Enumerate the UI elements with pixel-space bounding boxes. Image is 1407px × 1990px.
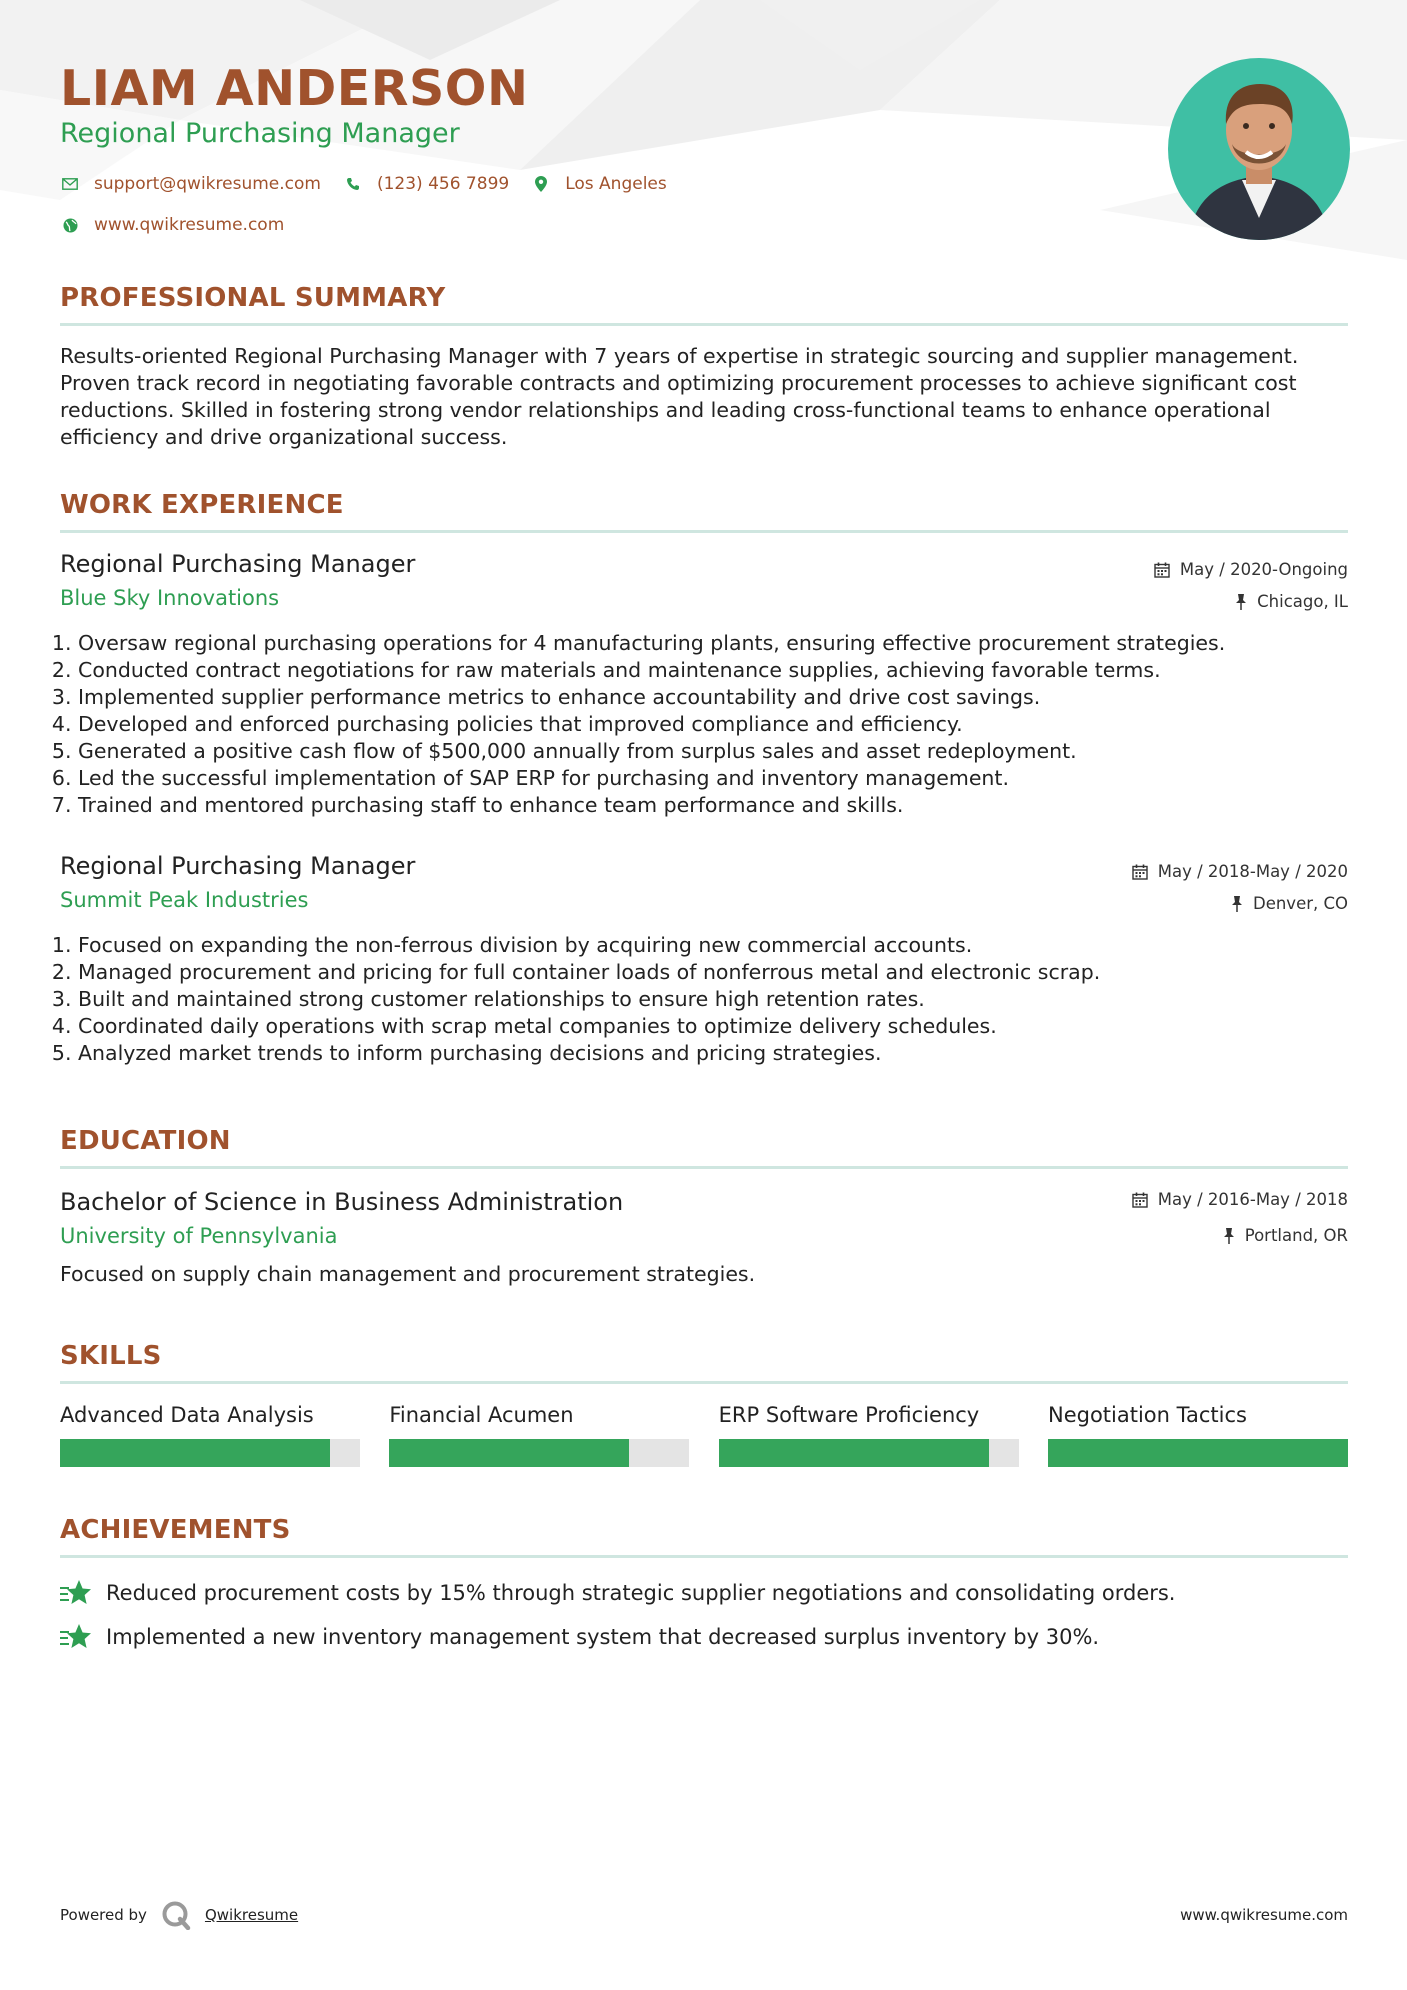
summary-text: Results-oriented Regional Purchasing Manager with 7 years of expertise in strategic sourcing and supplier management. Proven track record in negotiating favorable contracts and optimizing procurement processes to achieve significant cost reductions. Skilled in fostering strong vendor relationships and leading cross-functional teams to enhance operational efficiency and drive organizational success. — [60, 344, 1299, 449]
section-heading-skills: SKILLS — [60, 1341, 1348, 1384]
achievement-text: Reduced procurement costs by 15% through strategic supplier negotiations and consolidating orders. — [106, 1581, 1176, 1605]
map-pin-icon — [531, 174, 551, 194]
qwikresume-link[interactable]: Qwikresume — [204, 1906, 299, 1924]
list-item: 1. Oversaw regional purchasing operations for 4 manufacturing plants, ensuring effective procurement strategies. — [78, 630, 1225, 657]
phone-number[interactable]: (123) 456 7899 — [376, 174, 510, 194]
skill-item — [389, 1403, 689, 1467]
powered-by-label: Powered by — [60, 1906, 147, 1924]
list-item: 7. Trained and mentored purchasing staff to enhance team performance and skills. — [78, 792, 1225, 819]
footer-powered — [60, 1900, 298, 1930]
star-badge-icon — [60, 1578, 92, 1608]
list-item: 2. Conducted contract negotiations for raw materials and maintenance supplies, achieving favorable terms. — [78, 657, 1225, 684]
list-item: 3. Implemented supplier performance metrics to enhance accountability and drive cost savings. — [78, 684, 1225, 711]
calendar-icon — [1132, 864, 1148, 880]
skill-item — [719, 1403, 1019, 1467]
footer-site-link[interactable]: www.qwikresume.com — [1180, 1906, 1348, 1924]
qwikresume-logo-icon — [161, 1900, 191, 1930]
skill-bar-track — [1048, 1439, 1348, 1467]
section-heading-education: EDUCATION — [60, 1126, 1348, 1169]
globe-icon — [60, 215, 80, 235]
contact-row-primary — [60, 174, 689, 194]
achievement-text: Implemented a new inventory management system that decreased surplus inventory by 30%. — [106, 1625, 1100, 1649]
profile-photo — [1168, 58, 1350, 240]
contact-row-secondary — [60, 215, 306, 235]
skill-name: Negotiation Tactics — [1047, 1403, 1247, 1427]
skill-name: Advanced Data Analysis — [60, 1403, 314, 1427]
achievement-item — [60, 1622, 1099, 1652]
achievement-item — [60, 1578, 1175, 1608]
pushpin-icon — [1223, 1228, 1235, 1244]
list-item: 4. Developed and enforced purchasing policies that improved compliance and efficiency. — [78, 711, 1225, 738]
degree-title: Bachelor of Science in Business Administration — [60, 1188, 624, 1216]
skill-bar-fill — [1048, 1439, 1348, 1467]
education-dates-text: May / 2016-May / 2018 — [1157, 1190, 1348, 1209]
job-dates-text: May / 2018-May / 2020 — [1157, 862, 1348, 881]
list-item: 4. Coordinated daily operations with scrap metal companies to optimize delivery schedules. — [78, 1013, 1100, 1040]
calendar-icon — [1132, 1192, 1148, 1208]
job-location-text: Chicago, IL — [1257, 592, 1348, 611]
job-company: Blue Sky Innovations — [60, 586, 280, 610]
website-link[interactable]: www.qwikresume.com — [94, 215, 285, 235]
skill-name: ERP Software Proficiency — [718, 1403, 980, 1427]
phone-icon — [343, 174, 363, 194]
candidate-title: Regional Purchasing Manager — [60, 118, 460, 149]
star-badge-icon — [60, 1622, 92, 1652]
skill-bar-track — [60, 1439, 360, 1467]
list-item: 5. Generated a positive cash flow of $500,000 annually from surplus sales and asset redeployment. — [78, 738, 1225, 765]
job-dates-text: May / 2020-Ongoing — [1179, 560, 1348, 579]
school-name: University of Pennsylvania — [60, 1224, 338, 1248]
list-item: 3. Built and maintained strong customer relationships to ensure high retention rates. — [78, 986, 1100, 1013]
pushpin-icon — [1235, 594, 1247, 610]
section-heading-achievements: ACHIEVEMENTS — [60, 1515, 1348, 1558]
list-item: 1. Focused on expanding the non-ferrous division by acquiring new commercial accounts. — [78, 932, 1100, 959]
education-note: Focused on supply chain management and procurement strategies. — [60, 1262, 756, 1286]
job-dates — [1154, 560, 1348, 579]
skill-item — [1048, 1403, 1348, 1467]
skill-name: Financial Acumen — [389, 1403, 574, 1427]
job-title: Regional Purchasing Manager — [60, 550, 416, 578]
skill-bar-track — [389, 1439, 689, 1467]
job-title: Regional Purchasing Manager — [60, 852, 416, 880]
job-location-text: Denver, CO — [1252, 894, 1348, 913]
skill-bar-fill — [60, 1439, 330, 1467]
skill-bar-track — [719, 1439, 1019, 1467]
skills-list — [60, 1403, 1348, 1467]
job-bullets — [60, 932, 1100, 1067]
skill-item — [60, 1403, 360, 1467]
job-location — [1231, 894, 1348, 913]
list-item: 2. Managed procurement and pricing for full container loads of nonferrous metal and electronic scrap. — [78, 959, 1100, 986]
pushpin-icon — [1231, 896, 1243, 912]
envelope-icon — [60, 174, 80, 194]
job-dates — [1132, 862, 1348, 881]
candidate-name: LIAM ANDERSON — [60, 60, 529, 117]
calendar-icon — [1154, 562, 1170, 578]
job-bullets — [60, 630, 1225, 819]
section-heading-summary: PROFESSIONAL SUMMARY — [60, 283, 1348, 326]
education-dates — [1132, 1190, 1348, 1209]
education-location-text: Portland, OR — [1244, 1226, 1348, 1245]
location-text: Los Angeles — [565, 174, 667, 194]
education-location — [1223, 1226, 1348, 1245]
list-item: 5. Analyzed market trends to inform purchasing decisions and pricing strategies. — [78, 1040, 1100, 1067]
email-link[interactable]: support@qwikresume.com — [94, 174, 321, 194]
list-item: 6. Led the successful implementation of SAP ERP for purchasing and inventory management. — [78, 765, 1225, 792]
skill-bar-fill — [719, 1439, 989, 1467]
job-location — [1235, 592, 1348, 611]
section-heading-experience: WORK EXPERIENCE — [60, 490, 1348, 533]
job-company: Summit Peak Industries — [60, 888, 309, 912]
skill-bar-fill — [389, 1439, 629, 1467]
